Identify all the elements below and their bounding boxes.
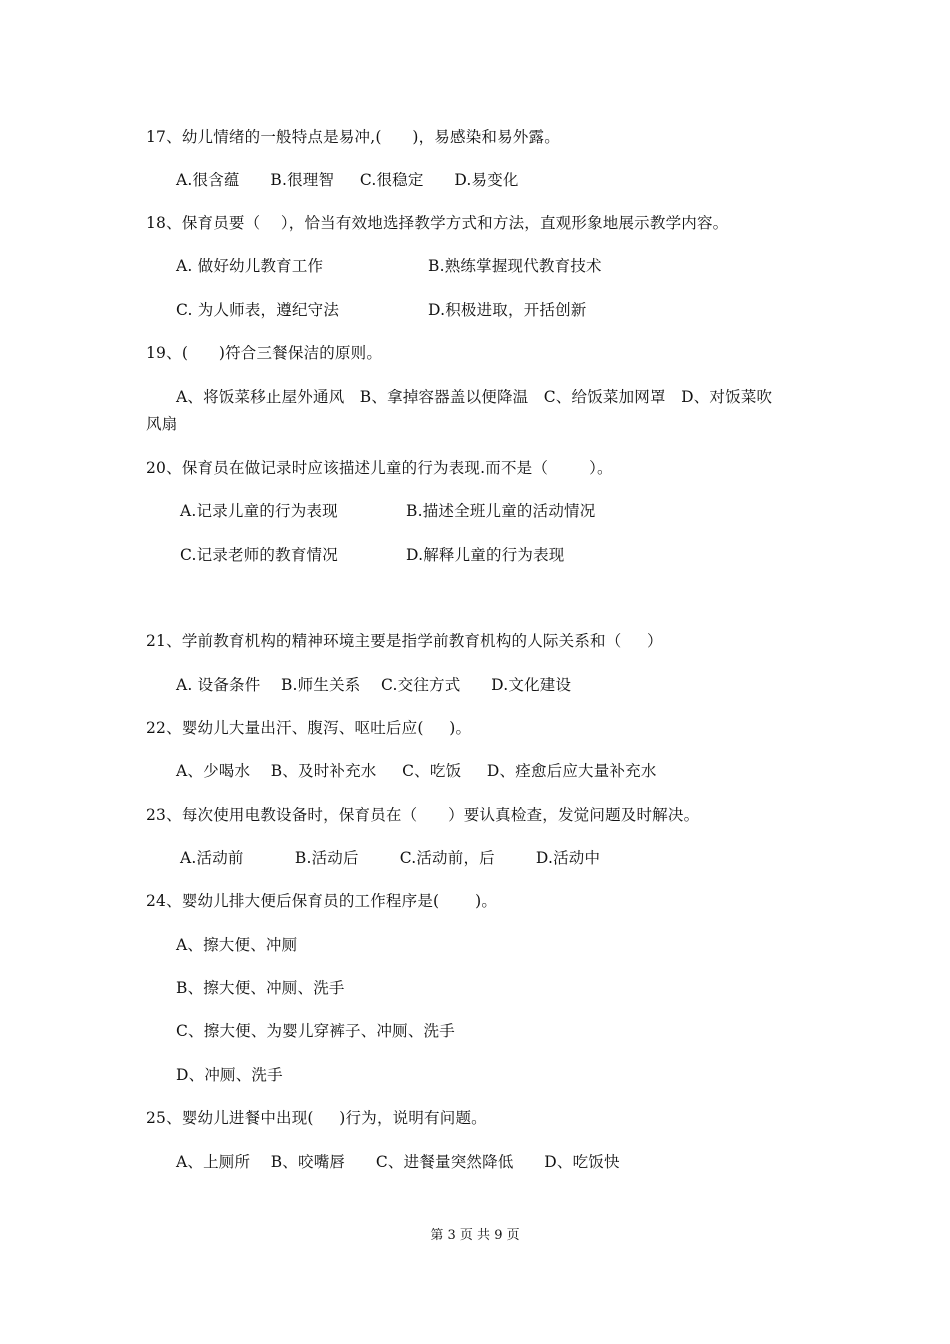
question-24-option-b: B、擦大便、冲厕、洗手 (176, 979, 345, 997)
question-18-option-a: A. 做好幼儿教育工作 (176, 257, 324, 275)
question-18-option-d: D.积极进取，开括创新 (428, 301, 587, 319)
question-18: 18、保育员要（ ），恰当有效地选择教学方式和方法，直观形象地展示教学内容。 (146, 214, 729, 232)
question-21-options: A. 设备条件 B.师生关系 C.交往方式 D.文化建设 (176, 676, 572, 694)
page-number: 第 3 页 共 9 页 (430, 1228, 520, 1243)
question-20-option-d: D.解释儿童的行为表现 (406, 546, 565, 564)
question-20-option-c: C.记录老师的教育情况 (180, 546, 338, 564)
question-24: 24、婴幼儿排大便后保育员的工作程序是( )。 (146, 892, 498, 910)
question-23-options: A.活动前 B.活动后 C.活动前，后 D.活动中 (180, 849, 601, 867)
question-20-option-a: A.记录儿童的行为表现 (180, 502, 338, 520)
question-25: 25、婴幼儿进餐中出现( )行为，说明有问题。 (146, 1109, 487, 1127)
question-22: 22、婴幼儿大量出汗、腹泻、呕吐后应( )。 (146, 719, 472, 737)
question-20-option-b: B.描述全班儿童的活动情况 (406, 502, 596, 520)
question-24-option-a: A、擦大便、冲厕 (176, 936, 298, 954)
question-20: 20、保育员在做记录时应该描述儿童的行为表现.而不是（ ）。 (146, 459, 613, 477)
question-24-option-d: D、冲厕、洗手 (176, 1066, 283, 1084)
question-18-option-c: C. 为人师表，遵纪守法 (176, 301, 340, 319)
question-17-options: A.很含蕴 B.很理智 C.很稳定 D.易变化 (176, 171, 519, 189)
question-19: 19、( )符合三餐保洁的原则。 (146, 344, 383, 362)
question-24-option-c: C、擦大便、为婴儿穿裤子、冲厕、洗手 (176, 1022, 455, 1040)
question-17: 17、幼儿情绪的一般特点是易冲,( )，易感染和易外露。 (146, 128, 560, 146)
question-18-option-b: B.熟练掌握现代教育技术 (428, 257, 602, 275)
question-22-options: A、少喝水 B、及时补充水 C、吃饭 D、痊愈后应大量补充水 (176, 762, 657, 780)
question-19-options-line1: A、将饭菜移止屋外通风 B、拿掉容器盖以便降温 C、给饭菜加网罩 D、对饭菜吹 (176, 388, 773, 406)
question-25-options: A、上厕所 B、咬嘴唇 C、进餐量突然降低 D、吃饭快 (176, 1153, 620, 1171)
question-21: 21、学前教育机构的精神环境主要是指学前教育机构的人际关系和（ ） (146, 632, 663, 650)
question-23: 23、每次使用电教设备时，保育员在（ ）要认真检查，发觉问题及时解决。 (146, 806, 700, 824)
question-19-options-line2: 风扇 (146, 415, 178, 433)
